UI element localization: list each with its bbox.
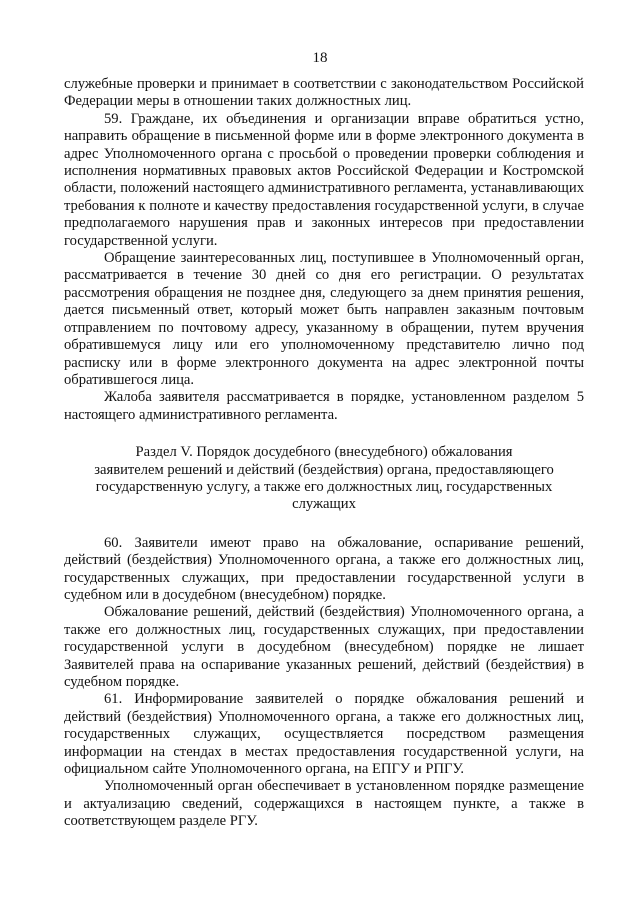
paragraph-61: 61. Информирование заявителей о порядке обжалования решений и действий (бездействия) Уполномоченного органа, а также его должностных лиц, государственных служащих, осуществляется посредством размещения информации на стендах в местах предоставления государственной услуги, на официальном сайте Уполномоченного органа, на ЕПГУ и РПГУ. [64, 691, 584, 778]
section-title-line: служащих [292, 496, 356, 513]
section-title-line: Раздел V. Порядок досудебного (внесудебного) обжалования [135, 444, 513, 461]
page-number: 18 [312, 50, 328, 66]
section-title-line: заявителем решений и действий (бездействия) органа, предоставляющего [94, 461, 554, 478]
paragraph-continuation: служебные проверки и принимает в соответствии с законодательством Российской Федерации меры в отношении таких должностных лиц. [64, 76, 584, 110]
paragraph-appeal-rights: Обжалование решений, действий (бездействия) Уполномоченного органа, а также его должностных лиц, государственных служащих, при предоставлении государственной услуги в досудебном (внесудебном) порядке не лишает Заявителей права на оспаривание указанных решений, действий (бездействия) в судебном порядке. [64, 604, 584, 690]
paragraph-60: 60. Заявители имеют право на обжалование, оспаривание решений, действий (бездействия) Уполномоченного органа, а также его должностных лиц, государственных служащих, при предоставлении государственной услуги в судебном или в досудебном (внесудебном) порядке. [64, 534, 584, 603]
paragraph-appeal-review: Обращение заинтересованных лиц, поступившее в Уполномоченный орган, рассматривается в течение 30 дней со дня его регистрации. О результатах рассмотрения обращения не позднее дня, следующего за днем принятия решения, дается письменный ответ, который может быть направлен заказным почтовым отправлением по почтовому адресу, указанному в обращении, путем вручения обратившемуся лицу или его уполномоченному представителю лично под расписку или в форме электронного документа на адрес электронной почты обратившегося лица. [64, 250, 584, 388]
document-body [64, 76, 584, 831]
section-title [64, 444, 584, 514]
paragraph-complaint: Жалоба заявителя рассматривается в порядке, установленном разделом 5 настоящего административного регламента. [64, 389, 584, 423]
paragraph-information-update: Уполномоченный орган обеспечивает в установленном порядке размещение и актуализацию сведений, содержащихся в настоящем пункте, а также в соответствующем разделе РГУ. [64, 778, 584, 830]
paragraph-59: 59. Граждане, их объединения и организации вправе обратиться устно, направить обращение в письменной форме или в форме электронного документа в адрес Уполномоченного органа с просьбой о проведении проверки соблюдения и исполнения нормативных правовых актов Российской Федерации и Костромской области, положений настоящего административного регламента, устанавливающих требования к полноте и качеству предоставления государственной услуги, в случае предполагаемого нарушения прав и законных интересов при предоставлении государственной услуги. [64, 110, 584, 249]
section-title-line: государственную услугу, а также его должностных лиц, государственных [95, 478, 553, 495]
